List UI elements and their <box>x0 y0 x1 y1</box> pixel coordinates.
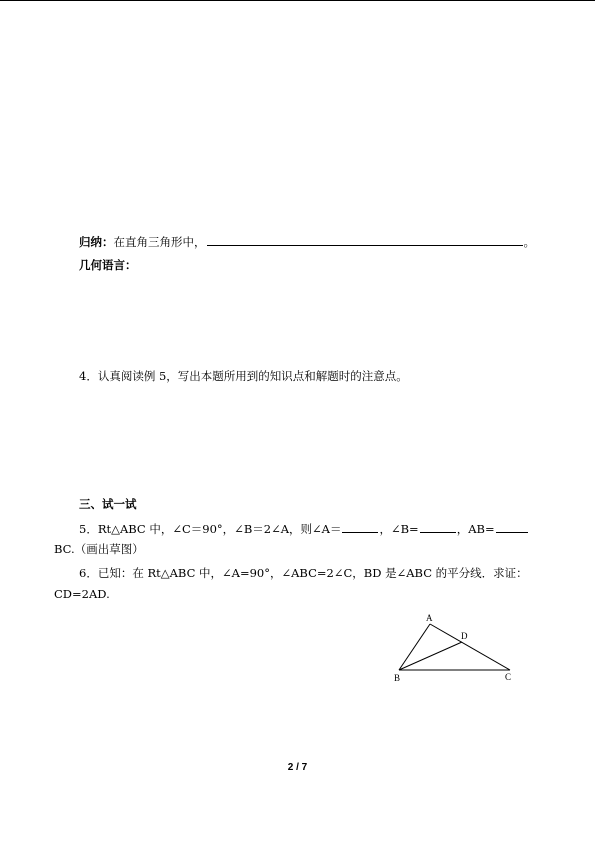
q5-blank-angle-b[interactable] <box>420 520 456 533</box>
section-3-title: 三、试一试 <box>79 497 137 511</box>
q5-part-1: 5．Rt△ABC 中，∠C＝90°，∠B＝2∠A，则∠A＝ <box>79 522 342 536</box>
summary-text: 在直角三角形中， <box>113 235 206 249</box>
summary-blank[interactable] <box>207 233 523 246</box>
q5-blank-ab[interactable] <box>496 520 528 533</box>
label-a: A <box>426 613 433 623</box>
question-6-line-2: CD=2AD. <box>54 587 110 601</box>
summary-end: 。 <box>523 235 535 249</box>
top-rule <box>0 0 595 1</box>
question-6-line-1: 6．已知：在 Rt△ABC 中，∠A=90°，∠ABC=2∠C，BD 是∠ABC 的平分线．求证： <box>79 566 528 580</box>
question-5-line-2: BC.（画出草图） <box>54 542 144 556</box>
q5-part-2: ，∠B= <box>379 522 419 536</box>
triangle-figure <box>386 610 526 690</box>
q5-blank-angle-a[interactable] <box>342 520 378 533</box>
page-number: 2 / 7 <box>287 762 308 773</box>
question-4: 4．认真阅读例 5，写出本题所用到的知识点和解题时的注意点。 <box>79 369 408 383</box>
summary-label: 归纳： <box>79 235 114 249</box>
geometry-language-label: 几何语言： <box>79 258 137 272</box>
side-ac <box>430 624 510 670</box>
question-5-line-1 <box>79 520 529 537</box>
q5-part-3: ，AB= <box>456 522 495 536</box>
summary-line <box>79 233 535 250</box>
label-b: B <box>394 673 401 683</box>
label-c: C <box>505 672 512 682</box>
label-d: D <box>461 631 468 641</box>
